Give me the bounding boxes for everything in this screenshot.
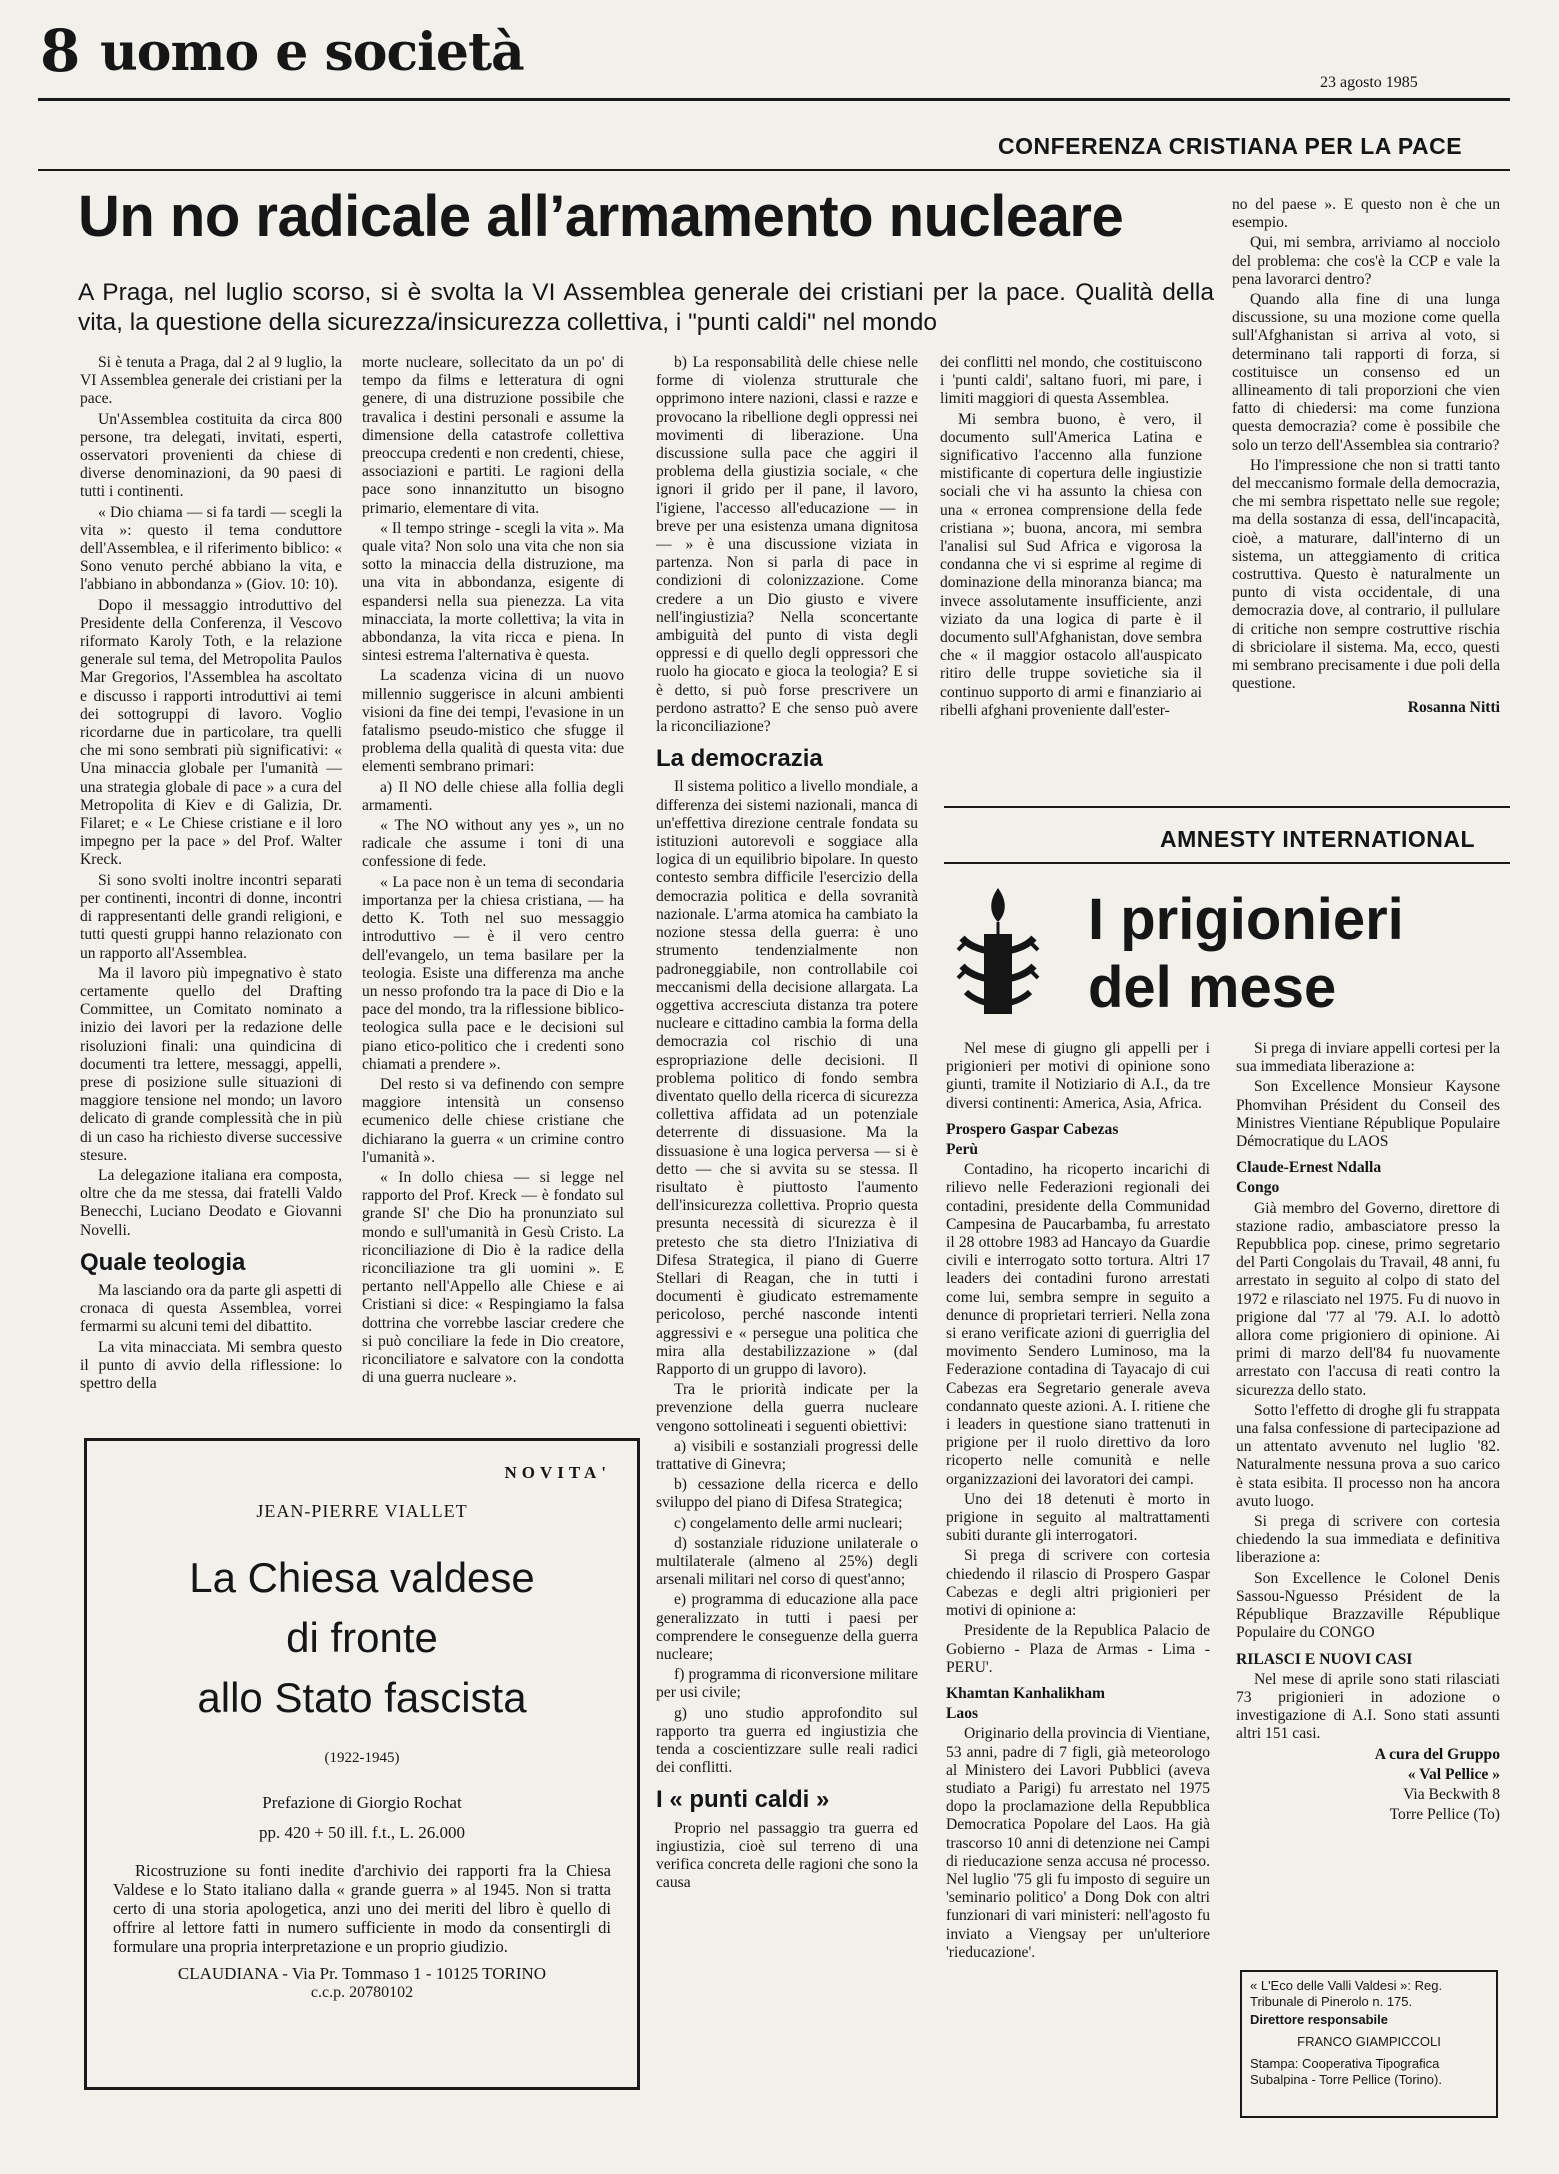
book-advertisement bbox=[84, 1438, 640, 2090]
credit-line: « Val Pellice » bbox=[1407, 1765, 1500, 1783]
credit-line: Via Beckwith 8 bbox=[1403, 1785, 1500, 1803]
ad-author: JEAN-PIERRE VIALLET bbox=[256, 1501, 468, 1521]
paragraph: Uno dei 18 detenuti è morto in prigione in seguito al maltrattamenti subiti durante gli interrogatori. bbox=[946, 1490, 1210, 1545]
paragraph: « Dio chiama — si fa tardi — scegli la vita »: questo il tema conduttore dell'Assemblea, e il riferimento biblico: « Sono venuto perché abbiano la vita, e l'abbiano in abbondanza » (Giov. 10: 10). bbox=[80, 503, 342, 594]
amnesty-top-rule bbox=[944, 806, 1510, 808]
paragraph: La delegazione italiana era composta, oltre che da me stessa, dai fratelli Valdo Benecchi, Luciano Deodato e Giovanni Novelli. bbox=[80, 1166, 342, 1239]
paragraph: Si prega di scrivere con cortesia chiedendo la sua immediata e definitiva liberazione a: bbox=[1236, 1513, 1500, 1567]
caption-country-3: Congo bbox=[1236, 1179, 1280, 1197]
paragraph: Contadino, ha ricoperto incarichi di rilievo nelle Federazioni regionali dei contadini, presidente della Communidad Campesina de Paucarbamba, fu arrestato il 28 ottobre 1983 ad Hancayo da Guardie civili e interrogato sotto tortura. Altri 17 leaders dei contadini furono arrestati come lui, sembra sempre in seguito a denunce di proprietari terrieri. Nella zona si erano verificate azioni di guerriglia del movimento Sendero Luminoso, ma la Federazione contadina di Tayacajo di cui Cabezas era Segretario generale aveva condannato queste azioni. A. I. ritiene che i leaders in questione siano trattenuti in prigione per il ruolo direttivo da loro ricoperto nelle comunità e nelle organizzazioni dei lavoratori dei campi. bbox=[946, 1161, 1210, 1488]
credit-line: Torre Pellice (To) bbox=[1389, 1806, 1500, 1824]
paragraph: « Il tempo stringe - scegli la vita ». Ma quale vita? Non solo una vita che non sia sotto la minaccia della distruzione, ma una vita in abbondanza, esigente di espandersi nella sua pienezza. La vita minacciata, la morte collettiva; la vita in abbondanza, la vita ricca e piena. In sintesi estrema l'alternativa è questa. bbox=[362, 519, 624, 665]
caption-country-2: Laos bbox=[946, 1705, 979, 1723]
rubric-rule bbox=[38, 169, 1510, 171]
paragraph: morte nucleare, sollecitato da un po' di tempo da films e letteratura di ogni genere, di una distruzione possibile che travalica i destini personali e assume la dimensione della catastrofe collettiva preoccupa credenti e non credenti, chiese, associazioni e partiti. Le ragioni della pace sono innanzitutto un bisogno primario, elementare di vita. bbox=[362, 354, 624, 517]
ad-title-line: allo Stato fascista bbox=[197, 1674, 527, 1721]
paragraph: b) cessazione della ricerca e dello sviluppo del piano di Difesa Strategica; bbox=[656, 1476, 918, 1512]
paragraph: Tra le priorità indicate per la prevenzione della guerra nucleare vengono sottolineati i seguenti obiettivi: bbox=[656, 1381, 918, 1435]
ad-preface: Prefazione di Giorgio Rochat bbox=[262, 1793, 462, 1812]
paragraph: Si sono svolti inoltre incontri separati per continenti, incontri di donne, incontri di rappresentanti delle grandi religioni, e tutti questi gruppi hanno relazionato con un rapporto all'Assemblea. bbox=[80, 871, 342, 962]
ad-years: (1922-1945) bbox=[324, 1750, 400, 1766]
paragraph: Mi sembra buono, è vero, il documento sull'America Latina e significativo l'accenno alla funzione mistificante di copertura delle ingiustizie sociali che vi ha assunto la chiesa con una « erronea comprensione della fede cristiana »; buona, ancora, mi sembra l'analisi sul Sud Africa e vigorosa la condanna che vi si esprime al regime di dominazione della minoranza bianca; ma invece assolutamente insufficiente, anzi viziato da una logica di parte è il documento sull'Afghanistan, dove sembra che « il maggior ostacolo all'auspicato ritiro delle truppe sovietiche sia il continuo supporto di armi e finanziario ai ribelli afghani proveniente dall'ester- bbox=[940, 410, 1202, 719]
rubric-amnesty: AMNESTY INTERNATIONAL bbox=[1160, 826, 1476, 852]
paragraph: Qui, mi sembra, arriviamo al nocciolo del problema: che cos'è la CCP e vale la pena lavorarci dentro? bbox=[1232, 234, 1500, 288]
paragraph: Proprio nel passaggio tra guerra ed ingiustizia, cioè sul terreno di una verifica concreta delle ragioni che sono la causa bbox=[656, 1819, 918, 1892]
paragraph: d) sostanziale riduzione unilaterale o multilaterale (almeno al 25%) degli arsenali militari nel corso di quest'anno; bbox=[656, 1534, 918, 1589]
paragraph: a) visibili e sostanziali progressi delle trattative di Ginevra; bbox=[656, 1437, 918, 1473]
subheading-teologia: Quale teologia bbox=[80, 1248, 246, 1276]
caption-prisoner-1: Prospero Gaspar Cabezas bbox=[946, 1120, 1119, 1138]
article-column-2 bbox=[362, 354, 624, 1389]
subheading-democrazia: La democrazia bbox=[656, 745, 823, 773]
paragraph: a) Il NO delle chiese alla follia degli armamenti. bbox=[362, 778, 624, 814]
ad-publisher: CLAUDIANA - Via Pr. Tommaso 1 - 10125 TORINO bbox=[177, 1964, 547, 1983]
caption-prisoner-3: Claude-Ernest Ndalla bbox=[1236, 1159, 1382, 1177]
caption-releases: RILASCI E NUOVI CASI bbox=[1236, 1650, 1413, 1668]
paragraph: Ma lasciando ora da parte gli aspetti di cronaca di questa Assemblea, vorrei fermarmi su alcuni temi del dibattito. bbox=[80, 1281, 342, 1336]
rubric-ccp: CONFERENZA CRISTIANA PER LA PACE bbox=[998, 133, 1463, 159]
caption-prisoner-2: Khamtan Kanhalikham bbox=[946, 1684, 1106, 1702]
article-column-4 bbox=[940, 354, 1202, 722]
masthead-director-label: Direttore responsabile bbox=[1250, 2012, 1388, 2027]
paragraph: Del resto si va definendo con sempre maggiore intensità un consenso ecumenico delle chiese cristiane che dichiarano la guerra « un crimine contro l'umanità ». bbox=[362, 1075, 624, 1166]
paragraph: Un'Assemblea costituita da circa 800 persone, tra delegati, invitati, esperti, osservatori provenienti da chiese di diverse denominazioni, da 90 paesi di tutti i continenti. bbox=[80, 410, 342, 501]
candle-barbed-wire-icon bbox=[948, 880, 1048, 1020]
amnesty-title-line-1: I prigionieri bbox=[1088, 887, 1404, 952]
article-column-5 bbox=[1232, 196, 1500, 720]
section-title: uomo e società bbox=[100, 22, 524, 83]
author-signature: Rosanna Nitti bbox=[1407, 699, 1500, 717]
paragraph: Si prega di scrivere con cortesia chiedendo il rilascio di Prospero Gaspar Cabezas e degli altri prigionieri per motivi di opinione a: bbox=[946, 1547, 1210, 1620]
paragraph: Son Excellence Monsieur Kaysone Phomvihan Président du Conseil des Ministres Vientiane République Populaire Démocratique du LAOS bbox=[1236, 1078, 1500, 1151]
header-rule bbox=[38, 98, 1510, 101]
paragraph: Presidente de la Republica Palacio de Gobierno - Plaza de Armas - Lima - PERU'. bbox=[946, 1622, 1210, 1676]
article-title: Un no radicale all’armamento nucleare bbox=[78, 184, 1124, 249]
paragraph: Si prega di inviare appelli cortesi per la sua immediata liberazione a: bbox=[1236, 1040, 1500, 1076]
article-column-1 bbox=[80, 354, 342, 1395]
page-number: 8 bbox=[40, 17, 81, 85]
issue-date: 23 agosto 1985 bbox=[1320, 74, 1418, 91]
ad-details: pp. 420 + 50 ill. f.t., L. 26.000 bbox=[258, 1823, 466, 1842]
article-lead: A Praga, nel luglio scorso, si è svolta la VI Assemblea generale dei cristiani per la pace. Qualità della vita, la questione della sicurezza/insicurezza collettiva, i "punti caldi" nel mondo bbox=[78, 279, 1214, 336]
masthead-printer: Stampa: Cooperativa Tipografica Subalpina - Torre Pellice (Torino). bbox=[1250, 2056, 1442, 2087]
paragraph: Ma il lavoro più impegnativo è stato certamente quello del Drafting Committee, un Comitato nominato a inizio dei lavori per la redazione delle risoluzioni finali: una quindicina di documenti tra lettere, messaggi, appelli, prese di posizione sulle situazioni di maggiore tensione nel mondo; un lavoro delicato di grande complessità che in più di un caso ha richiesto diverse successive stesure. bbox=[80, 964, 342, 1164]
paragraph: Già membro del Governo, direttore di stazione radio, ambasciatore presso la Repubblica pop. cinese, primo segretario del Parti Congolais du Travail, 48 anni, fu arrestato in seguito al colpo di stato del 1972 e rilasciato nel 1975. Fu di nuovo in prigione dal '77 al '79. A.I. lo adottò allora come prigioniero di opinione. Ai primi di marzo dell'84 fu nuovamente arrestato con l'accusa di reati contro la sicurezza dello stato. bbox=[1236, 1199, 1500, 1399]
ad-body: Ricostruzione su fonti inedite d'archivio dei rapporti fra la Chiesa Valdese e lo Stato italiano dalla « grande guerra » al 1945. Non si tratta certo di una storia apologetica, anzi uno dei meriti del libro è quello di offrire al lettore fatti in numero sufficiente in modo da consentirgli di formulare una propria interpretazione e un proprio giudizio. bbox=[113, 1861, 611, 1956]
paragraph: f) programma di riconversione militare per usi civile; bbox=[656, 1666, 918, 1702]
paragraph: Il sistema politico a livello mondiale, a differenza dei sistemi nazionali, manca di un'effettiva direzione centrale fondata su istituzioni autorevoli e soggiace alla logica di un equilibrio bipolare. In questo contesto sembra difficile l'esercizio della democrazia politica e della sovranità nazionale. L'arma atomica ha cambiato la nozione stessa della guerra: è uno strumento tendenzialmente non padroneggiabile, non controllabile coi meccanismi della decisione allargata. La oggettiva accresciuta distanza tra potere nucleare e cittadino cambia la forma della democrazia col rischio di una espropriazione delle decisioni. Il problema politico di fondo sembra diventato quello della ricerca di sicurezza collettiva affidata ad un potenziale deterrente di dissuasione. Ma la dissuasione è una logica perversa — si è detto — che si avvita su se stessa. Il risultato è piuttosto l'aumento dell'insicurezza collettiva. Proprio questa presunta necessità di sicurezza è il pretesto che sta dietro l'Iniziativa di Difesa Strategica, il piano di Guerre Stellari di Reagan, che in tutti i documenti è giudicato estremamente pericoloso, perché nasconde intenti aggressivi e « persegue una politica che mira alla destabilizzazione » (dal Rapporto di un gruppo di lavoro). bbox=[656, 778, 918, 1378]
paragraph: Ho l'impressione che non si tratti tanto del meccanismo formale della democrazia, che mi sembra rispettato nelle sue regole; ma della sostanza di essa, dell'incapacità, cioè, a maturare, dall'interno di un sistema, un atteggiamento di critica costruttiva. Questo è naturalmente un punto di vista occidentale, di una democrazia dove, al contrario, il pullulare di critiche non sempre costruttive rischia di sbriciolare il sistema. Ma, ecco, questi mi sembrano precisamente i due poli della questione. bbox=[1232, 456, 1500, 693]
masthead-director: FRANCO GIAMPICCOLI bbox=[1297, 2034, 1441, 2049]
paragraph: e) programma di educazione alla pace generalizzato in tutti i paesi per comprendere le conseguenze della guerra nucleare; bbox=[656, 1591, 918, 1664]
paragraph: La scadenza vicina di un nuovo millennio suggerisce in alcuni ambienti visioni da fine dei tempi, l'evasione in un fatalismo pseudo-mistico che sfugge il problema della qualità di questa vita: due elementi sembrano primari: bbox=[362, 667, 624, 776]
paragraph: c) congelamento delle armi nucleari; bbox=[674, 1514, 903, 1532]
caption-country-1: Perù bbox=[946, 1141, 979, 1159]
paragraph: Dopo il messaggio introduttivo del Presidente della Conferenza, il Vescovo riformato Karoly Toth, e la relazione generale sul tema, del Metropolita Paulos Mar Gregorios, l'Assemblea ha ascoltato e discusso i rapporti introduttivi ai temi dei sottogruppi di lavoro. Voglio ricordarne due in particolare, tra quelli che mi sono sembrati più significativi: « Una minaccia globale per l'umanità — una strategia globale di pace » a cura del Metropolita di Kiev e di Galizia, Dr. Filaret; e « Le Chiese cristiane e il loro impegno per la pace » del Prof. Walter Kreck. bbox=[80, 596, 342, 869]
ad-title-line: La Chiesa valdese bbox=[189, 1554, 535, 1601]
article-column-3 bbox=[656, 354, 918, 1894]
paragraph: Nel mese di aprile sono stati rilasciati 73 prigionieri in adozione o investigazione di A.I. Sono stati assunti altri 151 casi. bbox=[1236, 1670, 1500, 1743]
paragraph: Quando alla fine di una lunga discussione, su una mozione come quella sull'Afghanistan si arriva al voto, si determinano tali rapporti di forza, si costituisce un consenso ed un allineamento di tali proporzioni che vien fatto di chiedersi: ma come funziona questa democrazia? come è possibile che solo un terzo dell'Assemblea sia contrario? bbox=[1232, 291, 1500, 454]
paragraph: Originario della provincia di Vientiane, 53 anni, padre di 7 figli, già meteorologo al Ministero dei Lavori Pubblici (aveva studiato a Parigi) fu arrestato nel 1975 dopo la proclamazione della Repubblica Democratica Popolare del Laos. Ha già trascorso 10 anni di detenzione nei Campi di rieducazione senza accusa né processo. Nel luglio '75 gli fu imposto di seguire un 'seminario politico' a Dong Dok con altri funzionari di vari ministeri: nell'agosto fu inviato a Viengsay per un'ulteriore 'rieducazione'. bbox=[946, 1725, 1210, 1961]
paragraph: dei conflitti nel mondo, che costituiscono i 'punti caldi', saltano fuori, mi pare, i limiti maggiori di questa Assemblea. bbox=[940, 354, 1202, 408]
ad-kicker: NOVITA' bbox=[504, 1463, 611, 1482]
ad-title-line: di fronte bbox=[286, 1614, 438, 1661]
amnesty-candle-logo bbox=[948, 880, 1048, 1020]
amnesty-title-line-2: del mese bbox=[1088, 955, 1337, 1020]
paragraph: Nel mese di giugno gli appelli per i prigionieri per motivi di opinione sono giunti, tramite il Notiziario di A.I., da tre diversi continenti: America, Asia, Africa. bbox=[946, 1040, 1210, 1112]
credit-line: A cura del Gruppo bbox=[1374, 1745, 1500, 1763]
amnesty-column-1 bbox=[946, 1040, 1210, 1964]
ad-book-title bbox=[113, 1548, 611, 1728]
paragraph: « The NO without any yes », un no radicale che assume i toni di una confessione di fede. bbox=[362, 817, 624, 871]
paragraph: La vita minacciata. Mi sembra questo il punto di avvio della riflessione: lo spettro della bbox=[80, 1338, 342, 1392]
paragraph: « In dollo chiesa — si legge nel rapporto del Prof. Kreck — è fondato sul grande SI' che Dio ha pronunziato sul mondo e sull'umanità in Gesù Cristo. La riconciliazione di Dio è la radice della riconciliazione tra gli uomini ». E pertanto nell'Appello alle Chiese e ai Cristiani si dice: « Respingiamo la falsa dottrina che vorrebbe lasciar credere che si può conciliare la fede in Dio creatore, riconciliatore e salvatore con la condotta di una guerra nucleare ». bbox=[362, 1168, 624, 1387]
paragraph: b) La responsabilità delle chiese nelle forme di violenza strutturale che opprimono intere nazioni, classi e razze e provocano la ribellione degli oppressi nei movimenti di liberazione. Una discussione sulla pace che aggiri il problema della giustizia sociale, « che ignori il grido per il pane, il lavoro, l'igiene, l'accesso all'educazione — in breve per una esistenza umana dignitosa — » è una discussione viziata in partenza. Non si parla di pace in condizioni di colonizzazione. Come credere a un Dio giusto e vivere nell'ingiustizia? Nella sconcertante ambiguità del punto di vista degli oppressi e di quello degli oppressori che ruolo ha giocato e gioca la teologia? E si è detto, si può forse prescrivere un perdono astratto? E che senso può avere la riconciliazione? bbox=[656, 354, 918, 736]
subheading-punti-caldi: I « punti caldi » bbox=[656, 1786, 830, 1814]
ad-ccp: c.c.p. 20780102 bbox=[310, 1984, 414, 2001]
masthead-box bbox=[1240, 1970, 1498, 2118]
paragraph: Son Excellence le Colonel Denis Sassou-Nguesso Président de la République Brazzaville République Populaire du CONGO bbox=[1236, 1569, 1500, 1642]
amnesty-column-2 bbox=[1236, 1040, 1500, 1826]
paragraph: « La pace non è un tema di secondaria importanza per la chiesa cristiana, — ha detto K. Toth nel suo messaggio introduttivo — è il vero centro dell'evangelo, un tema basilare per la teologia. Esiste una differenza ma anche un nesso profondo tra la pace di Dio e la pace del mondo, tra la riflessione biblico-teologica sulla pace e le decisioni sul piano etico-politico che i credenti sono chiamati a prendere ». bbox=[362, 873, 624, 1073]
paragraph: Sotto l'effetto di droghe gli fu strappata una falsa confessione di partecipazione ad un attentato avvenuto nel luglio '82. Naturalmente nessuna prova a suo carico è stata esibita. Il processo non ha ancora avuto luogo. bbox=[1236, 1401, 1500, 1510]
paragraph: g) uno studio approfondito sul rapporto tra guerra ed ingiustizia che tenda a coscientizzare sulle reali radici dei conflitti. bbox=[656, 1704, 918, 1777]
masthead-registration: « L'Eco delle Valli Valdesi »: Reg. Tribunale di Pinerolo n. 175. bbox=[1250, 1978, 1443, 2009]
amnesty-rule bbox=[944, 862, 1510, 864]
paragraph: Si è tenuta a Praga, dal 2 al 9 luglio, la VI Assemblea generale dei cristiani per la pace. bbox=[80, 354, 342, 408]
paragraph: no del paese ». E questo non è che un esempio. bbox=[1232, 196, 1500, 232]
